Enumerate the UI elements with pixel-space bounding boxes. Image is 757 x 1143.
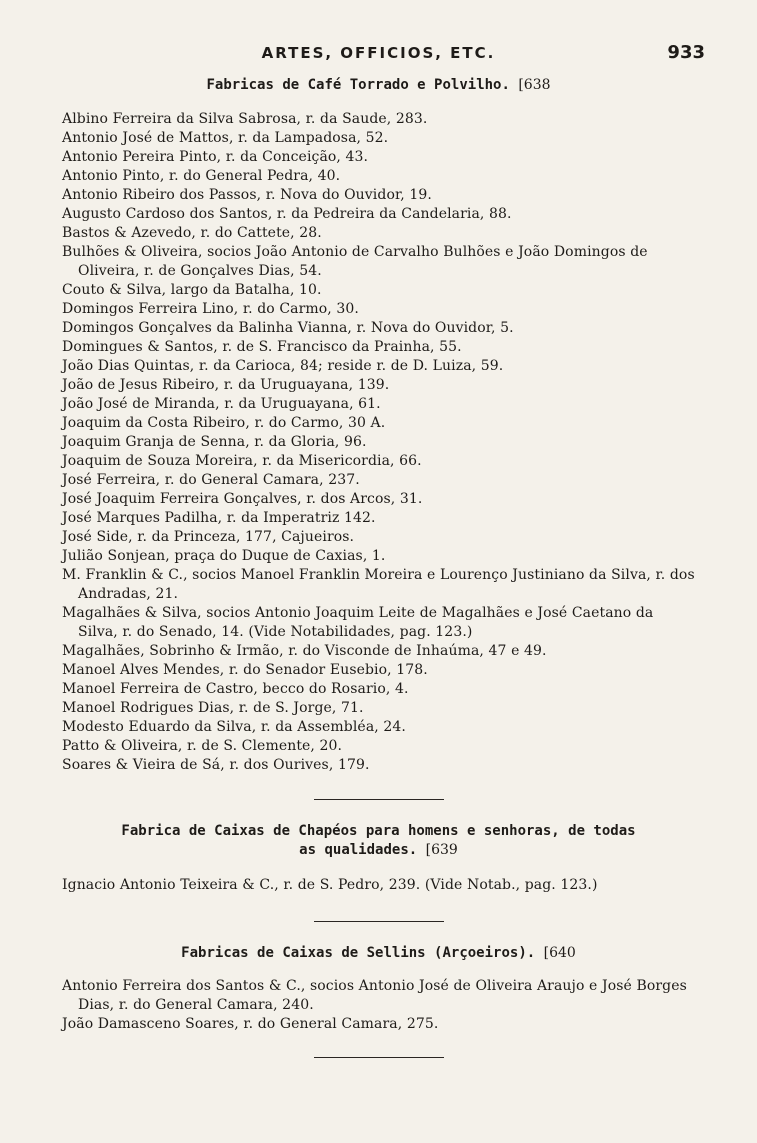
list-item: Manoel Ferreira de Castro, becco do Rosario, 4. — [62, 681, 409, 697]
list-item: Bulhões & Oliveira, socios João Antonio de Carvalho Bulhões e João Domingos de Oliveira, r. de Gonçalves Dias, 54. — [62, 244, 648, 279]
list-item: Domingos Gonçalves da Balinha Vianna, r. Nova do Ouvidor, 5. — [62, 320, 514, 336]
running-head-title: ARTES, OFFICIOS, ETC. — [261, 44, 496, 62]
section-divider — [314, 921, 444, 922]
running-head — [62, 40, 705, 68]
list-item: Albino Ferreira da Silva Sabrosa, r. da Saude, 283. — [62, 111, 428, 127]
section-code: [640 — [543, 945, 576, 961]
list-item: Magalhães, Sobrinho & Irmão, r. do Visconde de Inhaúma, 47 e 49. — [62, 643, 547, 659]
list-item: Domingues & Santos, r. de S. Francisco da Prainha, 55. — [62, 339, 462, 355]
list-item: Antonio José de Mattos, r. da Lampadosa, 52. — [62, 130, 389, 146]
list-item: Magalhães & Silva, socios Antonio Joaquim Leite de Magalhães e José Caetano da Silva, r. do Senado, 14. (Vide Notabilidades, pag. 123.) — [62, 605, 654, 640]
section-code: [639 — [425, 842, 458, 858]
list-item: João Dias Quintas, r. da Carioca, 84; reside r. de D. Luiza, 59. — [62, 358, 504, 374]
list-item: João José de Miranda, r. da Uruguayana, 61. — [62, 396, 381, 412]
list-item: Ignacio Antonio Teixeira & C., r. de S. Pedro, 239. (Vide Notab., pag. 123.) — [62, 877, 598, 893]
section-divider — [314, 1057, 444, 1058]
list-item: Joaquim de Souza Moreira, r. da Misericordia, 66. — [62, 453, 422, 469]
list-item: José Joaquim Ferreira Gonçalves, r. dos Arcos, 31. — [62, 491, 423, 507]
entry-list-cafe-torrado — [62, 110, 695, 775]
list-item: José Marques Padilha, r. da Imperatriz 142. — [62, 510, 376, 526]
list-item: Antonio Pereira Pinto, r. da Conceição, 43. — [62, 149, 369, 165]
list-item: Modesto Eduardo da Silva, r. da Assembléa, 24. — [62, 719, 406, 735]
list-item: João Damasceno Soares, r. do General Camara, 275. — [62, 1016, 439, 1032]
list-item: Domingos Ferreira Lino, r. do Carmo, 30. — [62, 301, 359, 317]
list-item: Joaquim Granja de Senna, r. da Gloria, 96. — [62, 434, 367, 450]
list-item: Antonio Ribeiro dos Passos, r. Nova do Ouvidor, 19. — [62, 187, 432, 203]
list-item: Julião Sonjean, praça do Duque de Caxias, 1. — [62, 548, 386, 564]
list-item: João de Jesus Ribeiro, r. da Uruguayana, 139. — [62, 377, 390, 393]
list-item: Patto & Oliveira, r. de S. Clemente, 20. — [62, 738, 343, 754]
list-item: José Side, r. da Princeza, 177, Cajueiros. — [62, 529, 355, 545]
section-code: [638 — [518, 77, 551, 93]
list-item: M. Franklin & C., socios Manoel Franklin Moreira e Lourenço Justiniano da Silva, r. dos Andradas, 21. — [62, 567, 695, 602]
list-item: Couto & Silva, largo da Batalha, 10. — [62, 282, 322, 298]
list-item: Soares & Vieira de Sá, r. dos Ourives, 179. — [62, 757, 370, 773]
section-title: Fabricas de Caixas de Sellins (Arçoeiros). — [181, 945, 536, 961]
list-item: Manoel Alves Mendes, r. do Senador Eusebio, 178. — [62, 662, 428, 678]
section-title: Fabricas de Café Torrado e Polvilho. — [206, 77, 510, 93]
list-item: Augusto Cardoso dos Santos, r. da Pedreira da Candelaria, 88. — [62, 206, 512, 222]
list-item: Bastos & Azevedo, r. do Cattete, 28. — [62, 225, 322, 241]
list-item: Joaquim da Costa Ribeiro, r. do Carmo, 30 A. — [62, 415, 386, 431]
list-item: Antonio Pinto, r. do General Pedra, 40. — [62, 168, 341, 184]
list-item: José Ferreira, r. do General Camara, 237. — [62, 472, 360, 488]
entry-list-caixas-chapeos — [62, 876, 695, 895]
section-title-line-1: Fabrica de Caixas de Chapéos para homens e senhoras, de todas — [121, 823, 636, 839]
section-divider — [314, 799, 444, 800]
section-heading-caixas-chapeos — [62, 822, 695, 860]
section-heading-cafe-torrado — [62, 76, 695, 95]
list-item: Antonio Ferreira dos Santos & C., socios Antonio José de Oliveira Araujo e José Borges Dias, r. do General Camara, 240. — [62, 978, 687, 1013]
list-item: Manoel Rodrigues Dias, r. de S. Jorge, 71. — [62, 700, 364, 716]
page-number: 933 — [667, 42, 705, 63]
section-heading-caixas-sellins — [62, 944, 695, 963]
entry-list-caixas-sellins — [62, 977, 695, 1034]
section-title-line-2: as qualidades. — [299, 842, 418, 858]
